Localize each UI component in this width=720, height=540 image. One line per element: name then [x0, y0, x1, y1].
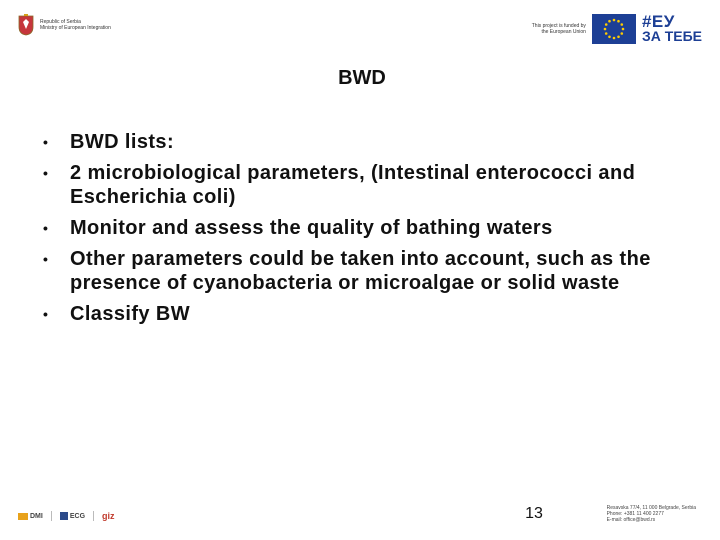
bullet-item: [40, 161, 680, 209]
header-right: [532, 14, 702, 44]
logo-divider: [93, 511, 94, 521]
bullet-item: [40, 247, 680, 295]
bullet-dot-icon: •: [43, 134, 49, 150]
ministry-line2: Ministry of European Integration: [40, 25, 111, 31]
address-line2: Phone: +381 11 400 2277: [606, 511, 664, 517]
address-line1: Resavska 77/4, 11 000 Belgrade, Serbia: [606, 505, 696, 511]
footer-address: [607, 505, 696, 523]
bullet-dot-icon: •: [43, 306, 49, 322]
eu-flag-icon: [592, 14, 636, 44]
logo-divider: [51, 511, 52, 521]
funded-by-label: [532, 23, 586, 35]
header-left: [18, 14, 111, 36]
address-line3: E-mail: office@bwd.rs: [606, 517, 656, 523]
slide-title: BWD: [338, 67, 386, 89]
footer-logos: [18, 511, 115, 521]
ecg-text: ECG: [69, 512, 86, 520]
bullet-list: [40, 130, 680, 333]
bullet-item: [40, 302, 680, 326]
bullet-text: Other parameters could be taken into account, such as the presence of cyanobacteria or microalgae or solid waste: [70, 248, 651, 294]
serbia-coat-of-arms-icon: [18, 14, 34, 36]
ministry-label: [40, 19, 111, 31]
bullet-text: Monitor and assess the quality of bathing waters: [70, 217, 553, 239]
dmi-logo: [18, 513, 43, 520]
dmi-mark-icon: [18, 513, 28, 520]
bullet-dot-icon: •: [43, 165, 49, 181]
brand-line1: #ЕУ: [641, 12, 675, 31]
bullet-text: BWD lists:: [70, 131, 174, 153]
ecg-mark-icon: [60, 512, 68, 520]
eu-for-you-logo: [642, 14, 702, 44]
bullet-text: 2 microbiological parameters, (Intestinal enterococci and Escherichia coli): [70, 162, 636, 208]
bullet-dot-icon: •: [43, 220, 49, 236]
bullet-dot-icon: •: [43, 251, 49, 267]
dmi-text: DMI: [30, 512, 43, 520]
bullet-text: Classify BW: [70, 303, 190, 325]
bullet-item: [40, 130, 680, 154]
funded-line1: This project is funded by: [531, 23, 586, 29]
giz-text: giz: [102, 511, 115, 521]
bullet-item: [40, 216, 680, 240]
ecg-logo: [60, 512, 85, 520]
page-number: 13: [525, 505, 543, 522]
giz-logo: [102, 511, 115, 521]
brand-line2: ЗА ТЕБЕ: [641, 28, 702, 44]
ministry-line1: Republic of Serbia: [40, 19, 81, 25]
funded-line2: the European Union: [541, 29, 586, 35]
